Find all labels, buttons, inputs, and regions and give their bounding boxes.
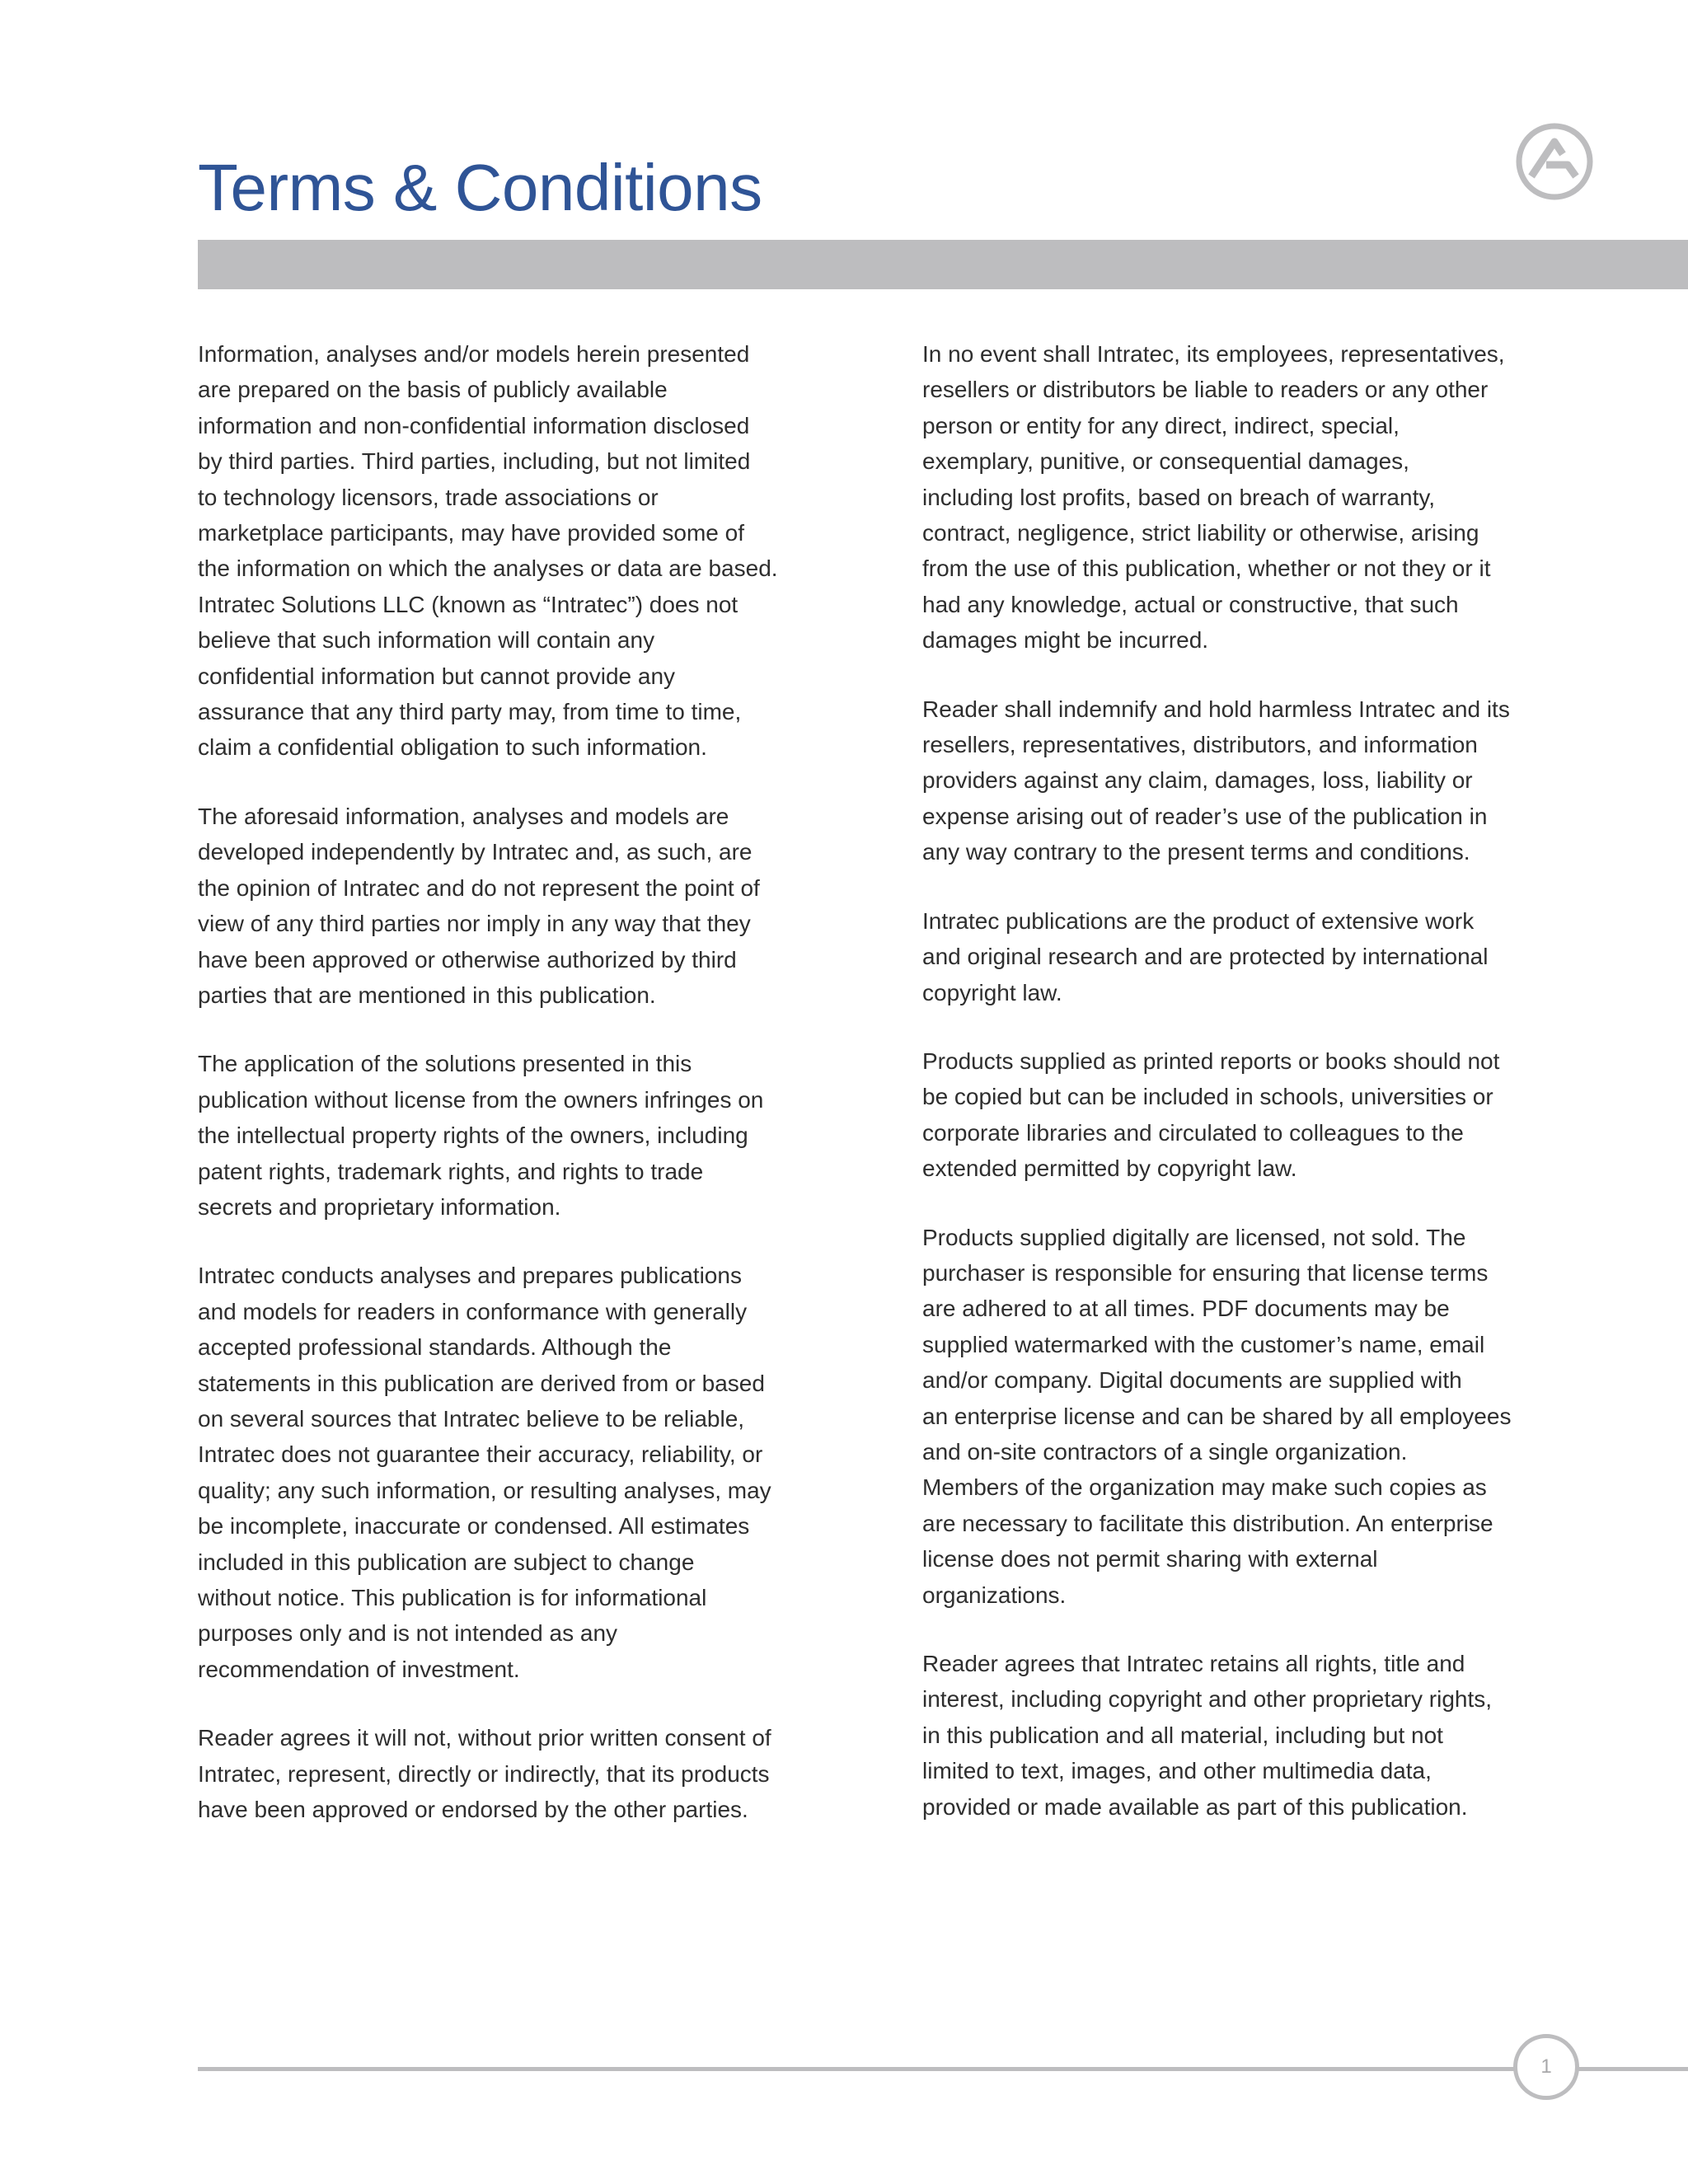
paragraph-line: an enterprise license and can be shared by all employees bbox=[922, 1403, 1512, 1429]
header-bar bbox=[198, 240, 1688, 289]
paragraph-line: Members of the organization may make such copies as bbox=[922, 1474, 1487, 1501]
paragraph-line: have been approved or otherwise authorized by third bbox=[198, 946, 737, 972]
paragraph-line: The application of the solutions presented in this bbox=[198, 1051, 692, 1077]
paragraph-line: publication without license from the owners infringes on bbox=[198, 1086, 764, 1113]
paragraph-line: be copied but can be included in schools, universities or bbox=[922, 1084, 1493, 1110]
paragraph-line: view of any third parties nor imply in any way that they bbox=[198, 911, 751, 937]
paragraph-line: and on-site contractors of a single organization. bbox=[922, 1438, 1408, 1465]
paragraph-line: marketplace participants, may have provided some of bbox=[198, 520, 744, 546]
paragraph-line: Intratec does not guarantee their accuracy, reliability, or bbox=[198, 1441, 763, 1468]
paragraph-line: be incomplete, inaccurate or condensed. All estimates bbox=[198, 1513, 750, 1540]
paragraph-line: Intratec, represent, directly or indirectly, that its products bbox=[198, 1760, 770, 1787]
paragraph bbox=[198, 1720, 775, 1827]
paragraph-line: Reader agrees it will not, without prior written consent of bbox=[198, 1725, 771, 1751]
paragraph-line: Reader agrees that Intratec retains all rights, title and bbox=[922, 1651, 1465, 1676]
paragraph-line: patent rights, trademark rights, and rights to trade bbox=[198, 1158, 704, 1184]
paragraph-line: purposes only and is not intended as any bbox=[198, 1620, 618, 1647]
paragraph bbox=[198, 1046, 775, 1225]
paragraph-line: developed independently by Intratec and, as such, are bbox=[198, 839, 753, 865]
paragraph-line: any way contrary to the present terms and conditions. bbox=[922, 839, 1470, 865]
paragraph-line: accepted professional standards. Although the bbox=[198, 1334, 672, 1361]
paragraph-line: included in this publication are subject to change bbox=[198, 1549, 695, 1575]
paragraph-line: damages might be incurred. bbox=[922, 627, 1209, 654]
paragraph-line: recommendation of investment. bbox=[198, 1656, 520, 1682]
paragraph-line: interest, including copyright and other proprietary rights, bbox=[922, 1686, 1493, 1713]
paragraph-line: copyright law. bbox=[922, 979, 1062, 1005]
paragraph-line: organizations. bbox=[922, 1582, 1067, 1608]
paragraph-line: from the use of this publication, whether or not they or it bbox=[922, 555, 1491, 582]
paragraph bbox=[922, 1043, 1516, 1187]
paragraph-line: provided or made available as part of this publication. bbox=[922, 1793, 1468, 1820]
right-column bbox=[922, 336, 1516, 1858]
paragraph bbox=[198, 336, 778, 766]
paragraph-line: exemplary, punitive, or consequential damages, bbox=[922, 448, 1409, 475]
paragraph-line: corporate libraries and circulated to colleagues to the bbox=[922, 1119, 1464, 1146]
paragraph-line: resellers, representatives, distributors, and information bbox=[922, 732, 1478, 758]
left-column bbox=[198, 336, 778, 1860]
paragraph-line: without notice. This publication is for informational bbox=[198, 1585, 707, 1610]
paragraph-line: are prepared on the basis of publicly available bbox=[198, 377, 668, 403]
paragraph bbox=[198, 799, 775, 1013]
paragraph-line: license does not permit sharing with external bbox=[922, 1546, 1378, 1572]
paragraph-line: and models for readers in conformance with generally bbox=[198, 1298, 748, 1324]
footer-rule bbox=[198, 2067, 1688, 2071]
paragraph-line: and original research and are protected by international bbox=[922, 944, 1489, 970]
paragraph-line: contract, negligence, strict liability or otherwise, arising bbox=[922, 520, 1479, 546]
paragraph-line: the opinion of Intratec and do not represent the point of bbox=[198, 874, 760, 901]
paragraph-line: expense arising out of reader’s use of the publication in bbox=[922, 803, 1488, 829]
paragraph bbox=[922, 691, 1516, 870]
paragraph-line: are adhered to at all times. PDF documents may be bbox=[922, 1296, 1450, 1322]
paragraph-line: Intratec publications are the product of extensive work bbox=[922, 907, 1475, 934]
paragraph-line: parties that are mentioned in this publication. bbox=[198, 982, 656, 1008]
page-number-badge bbox=[1513, 2034, 1579, 2100]
paragraph-line: Information, analyses and/or models herein presented bbox=[198, 341, 750, 367]
paragraph-line: Products supplied as printed reports or books should not bbox=[922, 1047, 1500, 1074]
paragraph-line: have been approved or endorsed by the other parties. bbox=[198, 1797, 748, 1823]
paragraph-line: in this publication and all material, including but not bbox=[922, 1722, 1443, 1748]
paragraph-line: information and non-confidential information disclosed bbox=[198, 412, 750, 438]
paragraph-line: by third parties. Third parties, including, but not limited bbox=[198, 448, 751, 475]
circle-a-logo-icon bbox=[1513, 120, 1596, 203]
paragraph-line: Intratec Solutions LLC (known as “Intratec”) does not bbox=[198, 591, 738, 617]
page-number: 1 bbox=[1540, 2055, 1552, 2078]
paragraph-line: Reader shall indemnify and hold harmless Intratec and its bbox=[922, 696, 1510, 722]
paragraph-line: and/or company. Digital documents are supplied with bbox=[922, 1367, 1462, 1394]
paragraph bbox=[198, 1258, 775, 1687]
paragraph-line: are necessary to facilitate this distribution. An enterprise bbox=[922, 1510, 1493, 1536]
paragraph-line: limited to text, images, and other multimedia data, bbox=[922, 1758, 1432, 1784]
paragraph-line: on several sources that Intratec believe to be reliable, bbox=[198, 1405, 745, 1432]
paragraph-line: the intellectual property rights of the owners, including bbox=[198, 1122, 748, 1149]
paragraph-line: claim a confidential obligation to such information. bbox=[198, 734, 707, 761]
paragraph-line: had any knowledge, actual or constructive, that such bbox=[922, 591, 1459, 617]
paragraph-line: assurance that any third party may, from time to time, bbox=[198, 699, 742, 725]
paragraph-line: statements in this publication are derived from or based bbox=[198, 1370, 765, 1396]
paragraph-line: Intratec conducts analyses and prepares publications bbox=[198, 1263, 742, 1289]
paragraph-line: providers against any claim, damages, loss, liability or bbox=[922, 767, 1473, 794]
paragraph-line: Products supplied digitally are licensed, not sold. The bbox=[922, 1224, 1466, 1250]
paragraph bbox=[922, 903, 1516, 1010]
paragraph-line: to technology licensors, trade associations or bbox=[198, 484, 659, 510]
paragraph-line: In no event shall Intratec, its employees, representatives, bbox=[922, 341, 1505, 367]
paragraph-line: secrets and proprietary information. bbox=[198, 1193, 561, 1220]
paragraph-line: The aforesaid information, analyses and models are bbox=[198, 803, 729, 829]
paragraph-line: the information on which the analyses or data are based. bbox=[198, 555, 778, 582]
paragraph-line: quality; any such information, or resulting analyses, may bbox=[198, 1477, 771, 1503]
paragraph-line: extended permitted by copyright law. bbox=[922, 1155, 1297, 1182]
paragraph-line: resellers or distributors be liable to readers or any other bbox=[922, 377, 1489, 403]
page-title: Terms & Conditions bbox=[198, 151, 762, 224]
paragraph bbox=[922, 1220, 1516, 1613]
paragraph-line: supplied watermarked with the customer’s name, email bbox=[922, 1331, 1485, 1357]
paragraph-line: confidential information but cannot provide any bbox=[198, 663, 676, 689]
paragraph-line: believe that such information will contain any bbox=[198, 627, 655, 654]
paragraph bbox=[922, 336, 1516, 658]
paragraph bbox=[922, 1646, 1516, 1825]
paragraph-line: including lost profits, based on breach of warranty, bbox=[922, 484, 1436, 510]
paragraph-line: purchaser is responsible for ensuring that license terms bbox=[922, 1259, 1489, 1286]
paragraph-line: person or entity for any direct, indirect, special, bbox=[922, 412, 1400, 438]
